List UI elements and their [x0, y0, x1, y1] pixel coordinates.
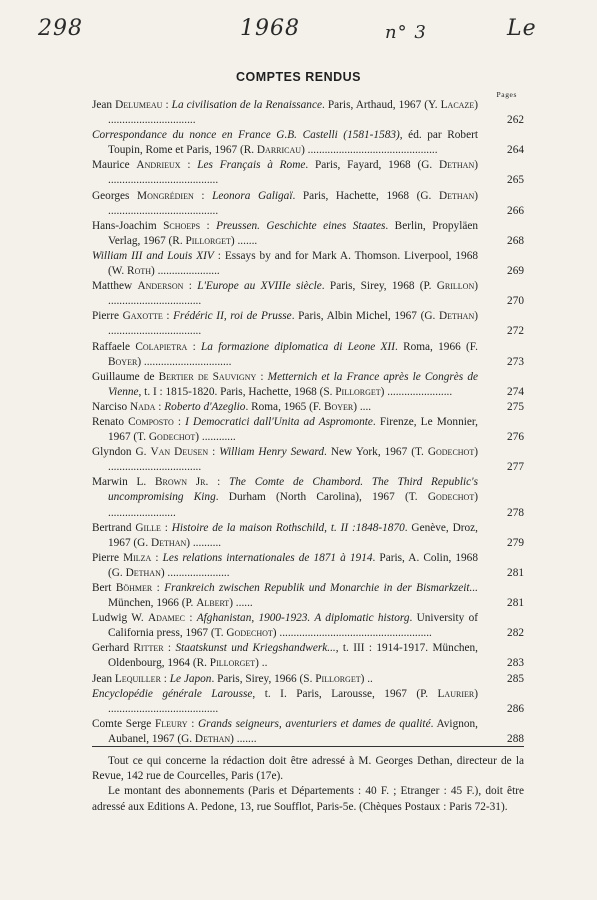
publication-details: . Paris, Sirey, 1968 (P.	[321, 280, 437, 293]
editorial-notice	[92, 746, 524, 815]
book-title: Preussen. Geschichte eines Staates	[216, 219, 386, 232]
reviewer-name: Dethan	[438, 189, 475, 202]
author-first-name: Maurice	[92, 159, 137, 172]
author-first-name: Glyndon G.	[92, 446, 151, 459]
leader-dots: ) ......................	[160, 566, 230, 579]
publication-details: München, 1966 (P.	[108, 597, 197, 610]
book-title: Frédéric II, roi de Prusse	[173, 310, 292, 323]
review-entry	[92, 189, 524, 219]
book-title: Staatskunst und Kriegshandwerk...	[175, 642, 336, 655]
review-entry	[92, 415, 524, 445]
separator: :	[155, 400, 165, 413]
leader-dots: ) .................................	[108, 446, 478, 474]
page-number: 269	[507, 265, 524, 278]
author-surname: Adamec	[147, 612, 186, 625]
handwritten-issue-number: n° 3	[385, 22, 427, 43]
author-surname: Lequiller	[114, 672, 161, 685]
separator: :	[163, 642, 176, 655]
author-first-name: Ludwig W.	[92, 612, 148, 625]
publication-details: , t. I. Paris, Larousse, 1967 (P.	[252, 687, 438, 700]
page-number: 262	[507, 114, 524, 127]
section-title: COMPTES RENDUS	[235, 70, 362, 84]
leader-dots: ) .......................................	[108, 687, 478, 715]
author-first-name: Pierre	[92, 551, 124, 564]
reviewer-name: Pillorget	[335, 385, 381, 398]
page-number: 276	[507, 431, 524, 444]
review-entry	[92, 279, 524, 309]
reviewer-name: Albert	[196, 597, 230, 610]
publication-details: . Roma, 1965 (F.	[245, 400, 324, 413]
leader-dots: ) ....	[353, 400, 372, 413]
book-title: Le Japon	[169, 672, 212, 685]
book-title: Les relations internationales de 1871 à 1914	[162, 551, 373, 564]
handwritten-page-number: 298	[38, 16, 83, 41]
notice-subscriptions: Le montant des abonnements (Paris et Départements : 40 F. ; Etranger : 45 F.), doit être adressé aux Editions A. Pedone, 13, rue Soufflot, Paris-5e. (Chèques Postaux : Paris 72-31).	[92, 785, 524, 813]
page-number: 282	[507, 627, 524, 640]
pages-column-label: Pages	[496, 90, 517, 99]
handwritten-mark: Le	[507, 16, 537, 41]
author-surname: Schoeps	[163, 219, 201, 232]
leader-dots: ) .................................	[108, 310, 478, 338]
publication-details: . Paris, Fayard, 1968 (G.	[305, 159, 439, 172]
book-title: William III and Louis XIV	[92, 249, 214, 262]
separator: :	[193, 189, 213, 202]
author-surname: Composto	[128, 415, 174, 428]
book-title: Grands seigneurs, aventuriers et dames de qualité	[198, 717, 431, 730]
author-surname: Milza	[123, 551, 152, 564]
leader-dots: ) .......................................	[108, 159, 478, 187]
separator: :	[208, 446, 220, 459]
leader-dots: ) ............	[195, 431, 236, 444]
reviewer-name: Pillorget	[315, 672, 361, 685]
author-first-name: Hans-Joachim	[92, 219, 164, 232]
page-number: 278	[507, 506, 524, 519]
separator: :	[180, 159, 198, 172]
review-entry	[92, 611, 524, 641]
page-number: 273	[507, 355, 524, 368]
page-number: 277	[507, 461, 524, 474]
page-number: 265	[507, 174, 524, 187]
reviewer-name: Dethan	[194, 732, 231, 745]
author-first-name: Bert	[92, 582, 116, 594]
publication-details: , éd. par Robert Toupin, Rome et Paris, 1967 (R.	[108, 129, 478, 157]
leader-dots: ) ......................................................	[272, 627, 432, 640]
publication-details: , t. I : 1815-1820. Paris, Hachette, 1968 (S.	[138, 385, 336, 398]
publication-details: . Paris, Albin Michel, 1967 (G.	[291, 310, 439, 323]
reviewer-name: Pillorget	[185, 234, 231, 247]
leader-dots: ) ..........	[186, 536, 222, 549]
page-number: 285	[507, 672, 524, 685]
book-title: Roberto d'Azeglio	[164, 400, 246, 413]
separator: :	[162, 99, 172, 111]
leader-dots: ) ......	[229, 597, 253, 610]
page-number: 286	[507, 702, 524, 715]
separator: :	[187, 340, 202, 353]
page-number: 288	[507, 732, 524, 745]
publication-details: , t. III : 1914-1917. München, Oldenbourg, 1964 (R.	[108, 642, 478, 670]
author-first-name: Matthew	[92, 280, 138, 293]
review-entry	[92, 158, 524, 188]
review-entry	[92, 687, 524, 717]
book-title: La formazione diplomatica di Leone XII	[201, 340, 395, 353]
separator: :	[208, 476, 229, 489]
reviewer-name: Lacaze	[440, 99, 475, 111]
review-entry	[92, 581, 524, 611]
reviewer-name: Roth	[127, 265, 152, 278]
publication-details: : Essays by and for Mark A. Thomson. Liverpool, 1968 (W.	[108, 249, 478, 278]
publication-details: . Paris, Arthaud, 1967 (Y.	[321, 99, 441, 111]
reviewer-name: Boyer	[108, 355, 138, 368]
separator: :	[185, 612, 197, 625]
handwritten-year: 1968	[240, 16, 300, 41]
publication-details: . Firenze, Le Monnier, 1967 (T.	[108, 415, 479, 444]
review-entry	[92, 551, 524, 581]
author-surname: Delumeau	[115, 99, 163, 111]
review-entry	[92, 641, 524, 671]
reviewer-name: Dethan	[125, 566, 161, 579]
notice-redaction: Tout ce qui concerne la rédaction doit être adressé à M. Georges Dethan, directeur de la Revue, 142 rue de Courcelles, Paris (17e).	[92, 755, 524, 783]
leader-dots: ) ......................	[151, 265, 220, 278]
book-title: Histoire de la maison Rothschild, t. II :1848-1870	[171, 521, 405, 534]
leader-dots: ) ...............................	[108, 99, 478, 127]
publication-details: . Genève, Droz, 1967 (G.	[108, 521, 479, 549]
leader-dots: ) ..............................................	[301, 144, 438, 157]
page-number: 279	[507, 536, 524, 549]
author-first-name: Guillaume de	[92, 370, 159, 383]
author-surname: Gaxotte	[122, 310, 163, 323]
page-number: 281	[507, 597, 524, 610]
reviewer-name: Laurier	[437, 687, 475, 700]
reviewer-name: Darricau	[256, 144, 302, 157]
leader-dots: ) .......................................	[108, 189, 479, 217]
author-first-name: Renato	[92, 415, 129, 428]
book-title: Metternich et la France après le Congrès de Vienne	[108, 370, 478, 398]
review-entry	[92, 521, 524, 551]
author-first-name: Jean	[92, 99, 116, 111]
book-title: Correspondance du nonce en France G.B. Castelli (1581-1583)	[92, 129, 400, 142]
separator: :	[152, 582, 165, 594]
book-title: The Comte de Chambord. The Third Republic's uncompromising King	[108, 476, 478, 504]
review-entry	[92, 475, 524, 520]
author-first-name: Marwin L.	[92, 476, 156, 489]
author-surname: Bertier de Sauvigny	[158, 370, 257, 383]
book-title: Frankreich zwischen Republik und Monarchie in der Bismarkzeit...	[164, 582, 478, 594]
publication-details: . Avignon, Aubanel, 1967 (G.	[108, 717, 478, 745]
page-number: 272	[507, 325, 524, 338]
review-entry	[92, 128, 524, 158]
leader-dots: ) ..	[360, 672, 373, 685]
author-first-name: Narciso	[92, 400, 130, 413]
publication-details: . Berlin, Propyläen Verlag, 1967 (R.	[108, 219, 479, 247]
author-surname: Ritter	[133, 642, 164, 655]
author-surname: Böhmer	[115, 582, 153, 594]
book-title: Leonora Galigaï	[212, 189, 293, 202]
reviewer-name: Dethan	[151, 536, 187, 549]
review-entry	[92, 717, 524, 747]
author-first-name: Georges	[92, 189, 138, 202]
author-surname: Colapietra	[135, 340, 188, 353]
review-entry	[92, 98, 524, 128]
book-title: Afghanistan, 1900-1923. A diplomatic historg	[196, 612, 410, 625]
author-first-name: Bertrand	[92, 521, 136, 534]
book-title: La civilisation de la Renaissance	[171, 99, 322, 111]
author-surname: Van Deusen	[150, 446, 209, 459]
publication-details: . New York, 1967 (T.	[324, 446, 428, 459]
author-first-name: Jean	[92, 672, 115, 685]
page-number: 270	[507, 295, 524, 308]
author-surname: Brown Jr.	[155, 476, 209, 489]
page-number: 266	[507, 204, 524, 217]
book-title: Encyclopédie générale Larousse	[92, 687, 253, 700]
book-title: Les Français à Rome	[197, 159, 306, 172]
publication-details: . Paris, A. Colin, 1968 (G.	[108, 551, 478, 579]
reviewer-name: Grillon	[436, 280, 475, 293]
separator: :	[173, 415, 186, 428]
review-entry	[92, 370, 524, 400]
separator: :	[256, 370, 268, 383]
separator: :	[183, 280, 198, 293]
review-list	[92, 98, 524, 747]
separator: :	[200, 219, 217, 232]
reviewer-name: Dethan	[438, 310, 475, 323]
review-entry	[92, 309, 524, 339]
author-surname: Anderson	[137, 280, 184, 293]
leader-dots: ) .......	[230, 234, 258, 247]
author-surname: Gille	[135, 521, 161, 534]
author-surname: Fleury	[155, 717, 188, 730]
publication-details: . Paris, Hachette, 1968 (G.	[292, 189, 439, 202]
author-first-name: Gerhard	[92, 642, 134, 655]
review-entry	[92, 219, 524, 249]
separator: :	[151, 551, 163, 564]
publication-details: . University of California press, 1967 (T.	[108, 612, 478, 640]
leader-dots: ) .......	[230, 732, 257, 745]
author-surname: Mongrédien	[137, 189, 194, 202]
reviewer-name: Boyer	[323, 400, 354, 413]
author-surname: Andrieux	[136, 159, 181, 172]
page-number: 268	[507, 234, 524, 247]
reviewer-name: Godechot	[427, 491, 475, 504]
leader-dots: ) ...............................	[137, 355, 232, 368]
reviewer-name: Pillorget	[209, 657, 256, 670]
author-first-name: Raffaele	[92, 340, 136, 353]
review-entry	[92, 340, 524, 370]
book-title: L'Europe au XVIIIe siècle	[197, 280, 322, 293]
separator: :	[160, 521, 172, 534]
author-first-name: Comte Serge	[92, 717, 155, 730]
leader-dots: ) .......................	[380, 385, 453, 398]
review-entry	[92, 672, 524, 687]
reviewer-name: Dethan	[438, 159, 475, 172]
page-number: 274	[507, 385, 524, 398]
reviewer-name: Godechot	[148, 431, 196, 444]
separator: :	[160, 672, 170, 685]
reviewer-name: Godechot	[226, 627, 273, 640]
leader-dots: ) .................................	[108, 280, 478, 308]
separator: :	[187, 717, 199, 730]
publication-details: . Roma, 1966 (F.	[394, 340, 478, 353]
leader-dots: ) ........................	[108, 491, 478, 519]
page-number: 264	[507, 144, 524, 157]
author-surname: Nada	[129, 400, 156, 413]
review-entry	[92, 445, 524, 475]
book-title: William Henry Seward	[219, 446, 325, 459]
leader-dots: ) ..	[255, 657, 268, 670]
separator: :	[162, 310, 174, 323]
page-number: 283	[507, 657, 524, 670]
reviewer-name: Godechot	[427, 446, 475, 459]
page-number: 281	[507, 566, 524, 579]
publication-details: . Paris, Sirey, 1966 (S.	[211, 672, 316, 685]
review-entry	[92, 249, 524, 279]
book-title: I Democratici dall'Unita ad Aspromonte	[185, 415, 373, 428]
review-entry	[92, 400, 524, 415]
author-first-name: Pierre	[92, 310, 123, 323]
publication-details: . Durham (North Carolina), 1967 (T.	[215, 491, 428, 504]
page-number: 275	[507, 400, 524, 413]
